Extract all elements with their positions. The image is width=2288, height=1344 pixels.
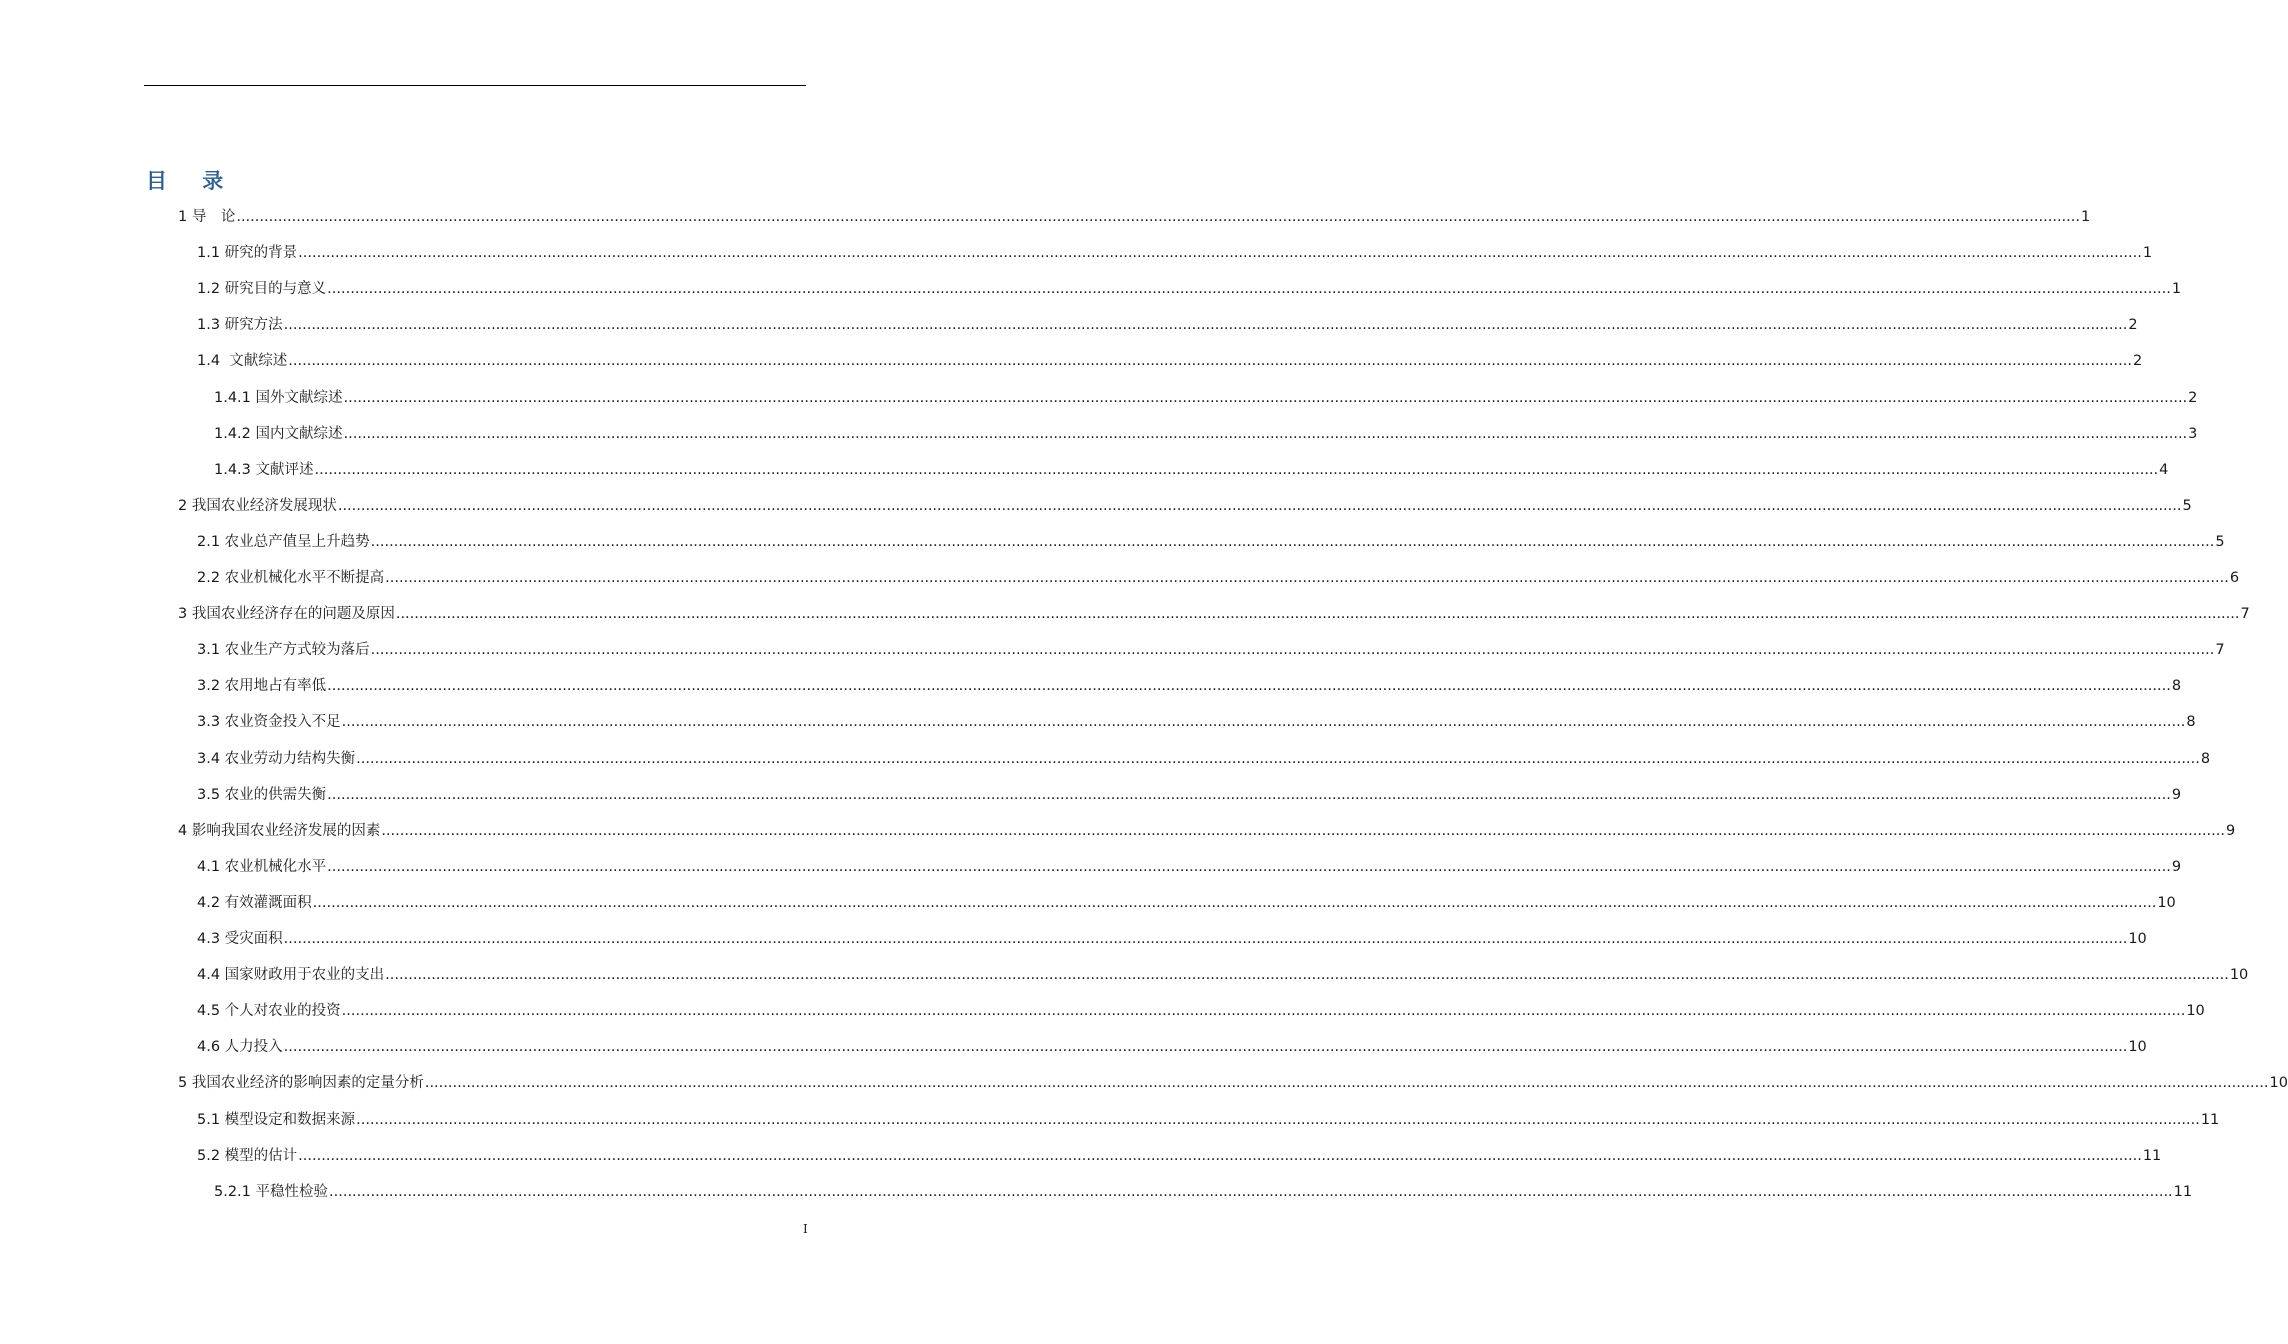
toc-entry-page: 9 xyxy=(2226,822,2236,839)
toc-entry-page: 10 xyxy=(2269,1075,2288,1092)
toc-entry[interactable] xyxy=(197,1033,2147,1057)
toc-dot-leader: ................................................................................................................................................................................................................................................................................................................................................................................................................ xyxy=(312,894,2157,911)
toc-entry-title: 4.3 受灾面积 xyxy=(197,931,283,947)
toc-entry[interactable] xyxy=(197,1142,2162,1166)
toc-dot-leader: ................................................................................................................................................................................................................................................................................................................................................................................................................ xyxy=(283,1039,2128,1056)
toc-entry-page: 7 xyxy=(2215,642,2225,659)
toc-entry[interactable] xyxy=(197,745,2211,769)
toc-dot-leader: ................................................................................................................................................................................................................................................................................................................................................................................................................ xyxy=(327,281,2171,298)
toc-dot-leader: ................................................................................................................................................................................................................................................................................................................................................................................................................ xyxy=(337,497,2182,514)
toc-entry[interactable] xyxy=(197,347,2143,371)
toc-entry-title: 1.4.3 文献评述 xyxy=(214,461,314,478)
toc-entry-page: 10 xyxy=(2229,967,2249,984)
toc-entry-page: 11 xyxy=(2173,1183,2193,1200)
toc-entry-title: 1.4 文献综述 xyxy=(197,353,288,370)
toc-entry-title: 5 我国农业经济的影响因素的定量分析 xyxy=(178,1075,424,1092)
toc-entry-page: 1 xyxy=(2081,209,2091,225)
toc-dot-leader: ................................................................................................................................................................................................................................................................................................................................................................................................................ xyxy=(298,245,2142,262)
toc-dot-leader: ................................................................................................................................................................................................................................................................................................................................................................................................................ xyxy=(356,750,2200,767)
toc-dot-leader: ................................................................................................................................................................................................................................................................................................................................................................................................................ xyxy=(327,786,2171,803)
toc-entry[interactable] xyxy=(197,239,2153,263)
toc-dot-leader: ................................................................................................................................................................................................................................................................................................................................................................................................................ xyxy=(236,209,2080,225)
toc-entry[interactable] xyxy=(197,528,2225,552)
toc-entry-page: 10 xyxy=(2128,931,2147,947)
toc-entry-title: 3.3 农业资金投入不足 xyxy=(197,714,341,731)
toc-dot-leader: ................................................................................................................................................................................................................................................................................................................................................................................................................ xyxy=(385,570,2229,586)
toc-dot-leader: ................................................................................................................................................................................................................................................................................................................................................................................................................ xyxy=(356,1111,2200,1128)
toc-entry[interactable] xyxy=(178,1069,2288,1093)
toc-entry-title: 4.6 人力投入 xyxy=(197,1039,283,1056)
toc-title: 目 录 xyxy=(146,169,238,193)
toc-entry-page: 2 xyxy=(2128,317,2138,334)
toc-entry[interactable] xyxy=(197,889,2176,913)
toc-entry-title: 1.1 研究的背景 xyxy=(197,245,298,262)
toc-entry-page: 8 xyxy=(2171,678,2182,695)
toc-entry[interactable] xyxy=(197,311,2138,335)
toc-dot-leader: ................................................................................................................................................................................................................................................................................................................................................................................................................ xyxy=(327,858,2171,875)
toc-entry[interactable] xyxy=(197,1106,2220,1130)
toc-dot-leader: ................................................................................................................................................................................................................................................................................................................................................................................................................ xyxy=(395,606,2240,623)
toc-entry-page: 5 xyxy=(2182,497,2192,514)
toc-entry[interactable] xyxy=(214,420,2198,444)
toc-dot-leader: ................................................................................................................................................................................................................................................................................................................................................................................................................ xyxy=(288,353,2132,370)
toc-dot-leader: ................................................................................................................................................................................................................................................................................................................................................................................................................ xyxy=(329,1183,2173,1200)
toc-entry-title: 3.4 农业劳动力结构失衡 xyxy=(197,750,356,767)
toc-dot-leader: ................................................................................................................................................................................................................................................................................................................................................................................................................ xyxy=(424,1075,2269,1092)
toc-entry-page: 8 xyxy=(2200,750,2211,767)
toc-entry[interactable] xyxy=(178,600,2250,624)
toc-entry-title: 2 我国农业经济发展现状 xyxy=(178,497,337,514)
toc-entry[interactable] xyxy=(197,997,2205,1021)
toc-dot-leader: ................................................................................................................................................................................................................................................................................................................................................................................................................ xyxy=(314,461,2159,478)
toc-dot-leader: ................................................................................................................................................................................................................................................................................................................................................................................................................ xyxy=(341,1003,2186,1020)
toc-entry-title: 4.1 农业机械化水平 xyxy=(197,858,327,875)
toc-entry[interactable] xyxy=(214,384,2198,408)
toc-entry-page: 3 xyxy=(2188,425,2198,442)
toc-entry-title: 5.2 模型的估计 xyxy=(197,1147,298,1164)
toc-entry[interactable] xyxy=(178,203,2091,227)
toc-dot-leader: ................................................................................................................................................................................................................................................................................................................................................................................................................ xyxy=(298,1147,2142,1164)
toc-dot-leader: ................................................................................................................................................................................................................................................................................................................................................................................................................ xyxy=(343,425,2188,442)
toc-entry-title: 1.2 研究目的与意义 xyxy=(197,281,327,298)
toc-entry[interactable] xyxy=(197,853,2182,877)
toc-entry-title: 1.3 研究方法 xyxy=(197,317,283,334)
page-number: I xyxy=(803,1222,808,1236)
toc-dot-leader: ................................................................................................................................................................................................................................................................................................................................................................................................................ xyxy=(283,317,2128,334)
toc-entry-page: 7 xyxy=(2240,606,2250,623)
toc-entry[interactable] xyxy=(197,636,2225,660)
toc-entry[interactable] xyxy=(197,672,2182,696)
toc-entry-title: 4.2 有效灌溉面积 xyxy=(197,894,312,911)
toc-entry-title: 4 影响我国农业经济发展的因素 xyxy=(178,822,381,839)
toc-entry[interactable] xyxy=(178,492,2192,516)
toc-entry-title: 1.4.2 国内文献综述 xyxy=(214,425,343,442)
toc-entry-title: 2.2 农业机械化水平不断提高 xyxy=(197,570,385,586)
toc-entry-title: 1 导 论 xyxy=(178,209,236,225)
toc-entry-title: 5.2.1 平稳性检验 xyxy=(214,1183,329,1200)
toc-entry-page: 1 xyxy=(2142,245,2153,262)
toc-dot-leader: ................................................................................................................................................................................................................................................................................................................................................................................................................ xyxy=(327,678,2171,695)
toc-dot-leader: ................................................................................................................................................................................................................................................................................................................................................................................................................ xyxy=(381,822,2225,839)
toc-entry-title: 4.5 个人对农业的投资 xyxy=(197,1003,341,1020)
toc-dot-leader: ................................................................................................................................................................................................................................................................................................................................................................................................................ xyxy=(343,389,2188,406)
toc-entry-title: 3 我国农业经济存在的问题及原因 xyxy=(178,606,395,623)
toc-dot-leader: ................................................................................................................................................................................................................................................................................................................................................................................................................ xyxy=(370,642,2215,659)
toc-entry-title: 2.1 农业总产值呈上升趋势 xyxy=(197,533,370,550)
toc-entry-page: 2 xyxy=(2132,353,2143,370)
toc-entry-page: 10 xyxy=(2186,1003,2205,1020)
toc-entry[interactable] xyxy=(197,564,2240,588)
toc-entry-page: 9 xyxy=(2171,786,2182,803)
toc-entry-page: 11 xyxy=(2142,1147,2162,1164)
toc-entry-title: 3.2 农用地占有率低 xyxy=(197,678,327,695)
toc-entry[interactable] xyxy=(197,781,2182,805)
toc-entry[interactable] xyxy=(197,925,2147,949)
toc-entry[interactable] xyxy=(214,1178,2193,1202)
toc-entry[interactable] xyxy=(197,708,2196,732)
header-rule xyxy=(144,85,806,86)
toc-entry-page: 1 xyxy=(2171,281,2182,298)
toc-entry-title: 3.5 农业的供需失衡 xyxy=(197,786,327,803)
toc-entry-page: 5 xyxy=(2215,533,2225,550)
toc-entry-title: 5.1 模型设定和数据来源 xyxy=(197,1111,356,1128)
toc-entry[interactable] xyxy=(214,456,2169,480)
toc-dot-leader: ................................................................................................................................................................................................................................................................................................................................................................................................................ xyxy=(370,533,2215,550)
toc-dot-leader: ................................................................................................................................................................................................................................................................................................................................................................................................................ xyxy=(385,967,2229,984)
toc-entry[interactable] xyxy=(197,275,2182,299)
toc-entry-page: 11 xyxy=(2200,1111,2220,1128)
toc-entry-page: 10 xyxy=(2157,894,2176,911)
toc-entry-page: 4 xyxy=(2159,461,2169,478)
toc-entry[interactable] xyxy=(197,961,2249,985)
toc-entry-title: 1.4.1 国外文献综述 xyxy=(214,389,343,406)
toc-entry-page: 8 xyxy=(2186,714,2196,731)
toc-entry-page: 6 xyxy=(2229,570,2240,586)
toc-entry[interactable] xyxy=(178,817,2236,841)
toc-dot-leader: ................................................................................................................................................................................................................................................................................................................................................................................................................ xyxy=(283,931,2128,947)
toc-entry-title: 4.4 国家财政用于农业的支出 xyxy=(197,967,385,984)
toc-entry-page: 10 xyxy=(2128,1039,2147,1056)
toc-entry-page: 2 xyxy=(2188,389,2198,406)
toc-dot-leader: ................................................................................................................................................................................................................................................................................................................................................................................................................ xyxy=(341,714,2186,731)
toc-entry-page: 9 xyxy=(2171,858,2182,875)
toc-entry-title: 3.1 农业生产方式较为落后 xyxy=(197,642,370,659)
